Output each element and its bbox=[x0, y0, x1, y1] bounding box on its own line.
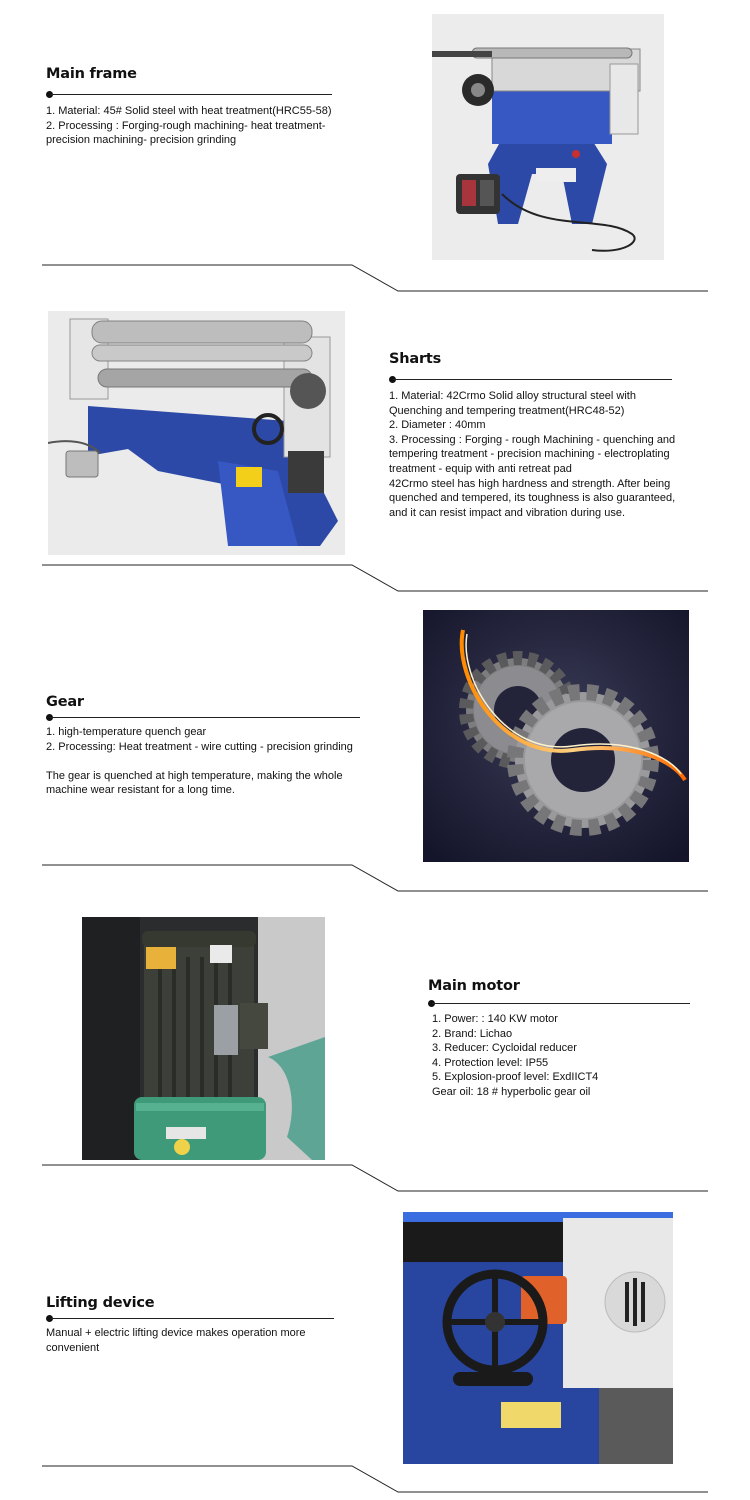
body-line: 5. Explosion-proof level: ExdIICT4 bbox=[432, 1071, 599, 1084]
title-underline bbox=[393, 379, 672, 380]
body-line: 2. Processing: Heat treatment - wire cutting - precision grinding bbox=[46, 740, 353, 753]
body-line: Gear oil: 18 # hyperbolic gear oil bbox=[432, 1085, 591, 1098]
section-gear bbox=[46, 694, 362, 798]
section-separator bbox=[0, 862, 750, 892]
photo-main-motor bbox=[82, 917, 325, 1160]
section-title: Main frame bbox=[46, 66, 137, 82]
section-separator bbox=[0, 562, 750, 592]
body-line: 1. Power: : 140 KW motor bbox=[432, 1013, 558, 1025]
body-line: 42Crmo steel has high hardness and strength. After being quenched and tempered, its toughness is also guaranteed, and it can resist impact and vibration during use. bbox=[389, 477, 676, 519]
section-body bbox=[46, 104, 332, 148]
photo-lifting-device bbox=[403, 1212, 673, 1464]
body-line: 1. Material: 45# Solid steel with heat treatment(HRC55-58) bbox=[46, 105, 332, 117]
section-main-motor bbox=[428, 978, 692, 1100]
body-line: 3. Reducer: Cycloidal reducer bbox=[432, 1042, 577, 1055]
body-line: 1. high-temperature quench gear bbox=[46, 726, 207, 738]
section-title: Sharts bbox=[389, 351, 442, 367]
body-line: The gear is quenched at high temperature, making the whole machine wear resistant for a long time. bbox=[46, 769, 343, 797]
body-line: 2. Processing : Forging-rough machining- heat treatment-precision machining- precision grinding bbox=[46, 119, 326, 147]
body-line bbox=[46, 754, 356, 769]
section-body bbox=[46, 1326, 332, 1355]
photo-shafts bbox=[48, 311, 345, 555]
section-separator bbox=[0, 1463, 750, 1493]
section-lifting-device bbox=[46, 1295, 336, 1355]
title-underline bbox=[50, 717, 360, 718]
body-line: 2. Diameter : 40mm bbox=[389, 419, 486, 432]
section-separator bbox=[0, 1162, 750, 1192]
body-line: 2. Brand: Lichao bbox=[432, 1027, 513, 1040]
body-line: 3. Processing : Forging - rough Machining - quenching and tempering treatment - precision machining - electroplating treatment - equip with anti retreat pad bbox=[389, 433, 676, 475]
body-line: 1. Material: 42Crmo Solid alloy structural steel with Quenching and tempering treatment(HRC48-52) bbox=[389, 390, 636, 417]
section-body bbox=[46, 725, 356, 798]
section-title: Lifting device bbox=[46, 1295, 155, 1311]
section-sharts bbox=[389, 351, 684, 520]
section-title: Main motor bbox=[428, 978, 520, 994]
section-separator bbox=[0, 262, 750, 292]
section-body bbox=[428, 1012, 692, 1100]
photo-gear bbox=[423, 610, 689, 862]
photo-main-frame bbox=[432, 14, 664, 260]
title-underline bbox=[50, 94, 332, 95]
title-underline bbox=[50, 1318, 334, 1319]
body-line: Manual + electric lifting device makes operation more convenient bbox=[46, 1327, 306, 1354]
section-main-frame bbox=[46, 66, 336, 148]
body-line: 4. Protection level: IP55 bbox=[432, 1056, 549, 1069]
section-body bbox=[389, 389, 684, 520]
title-underline bbox=[432, 1003, 690, 1004]
section-title: Gear bbox=[46, 694, 84, 710]
